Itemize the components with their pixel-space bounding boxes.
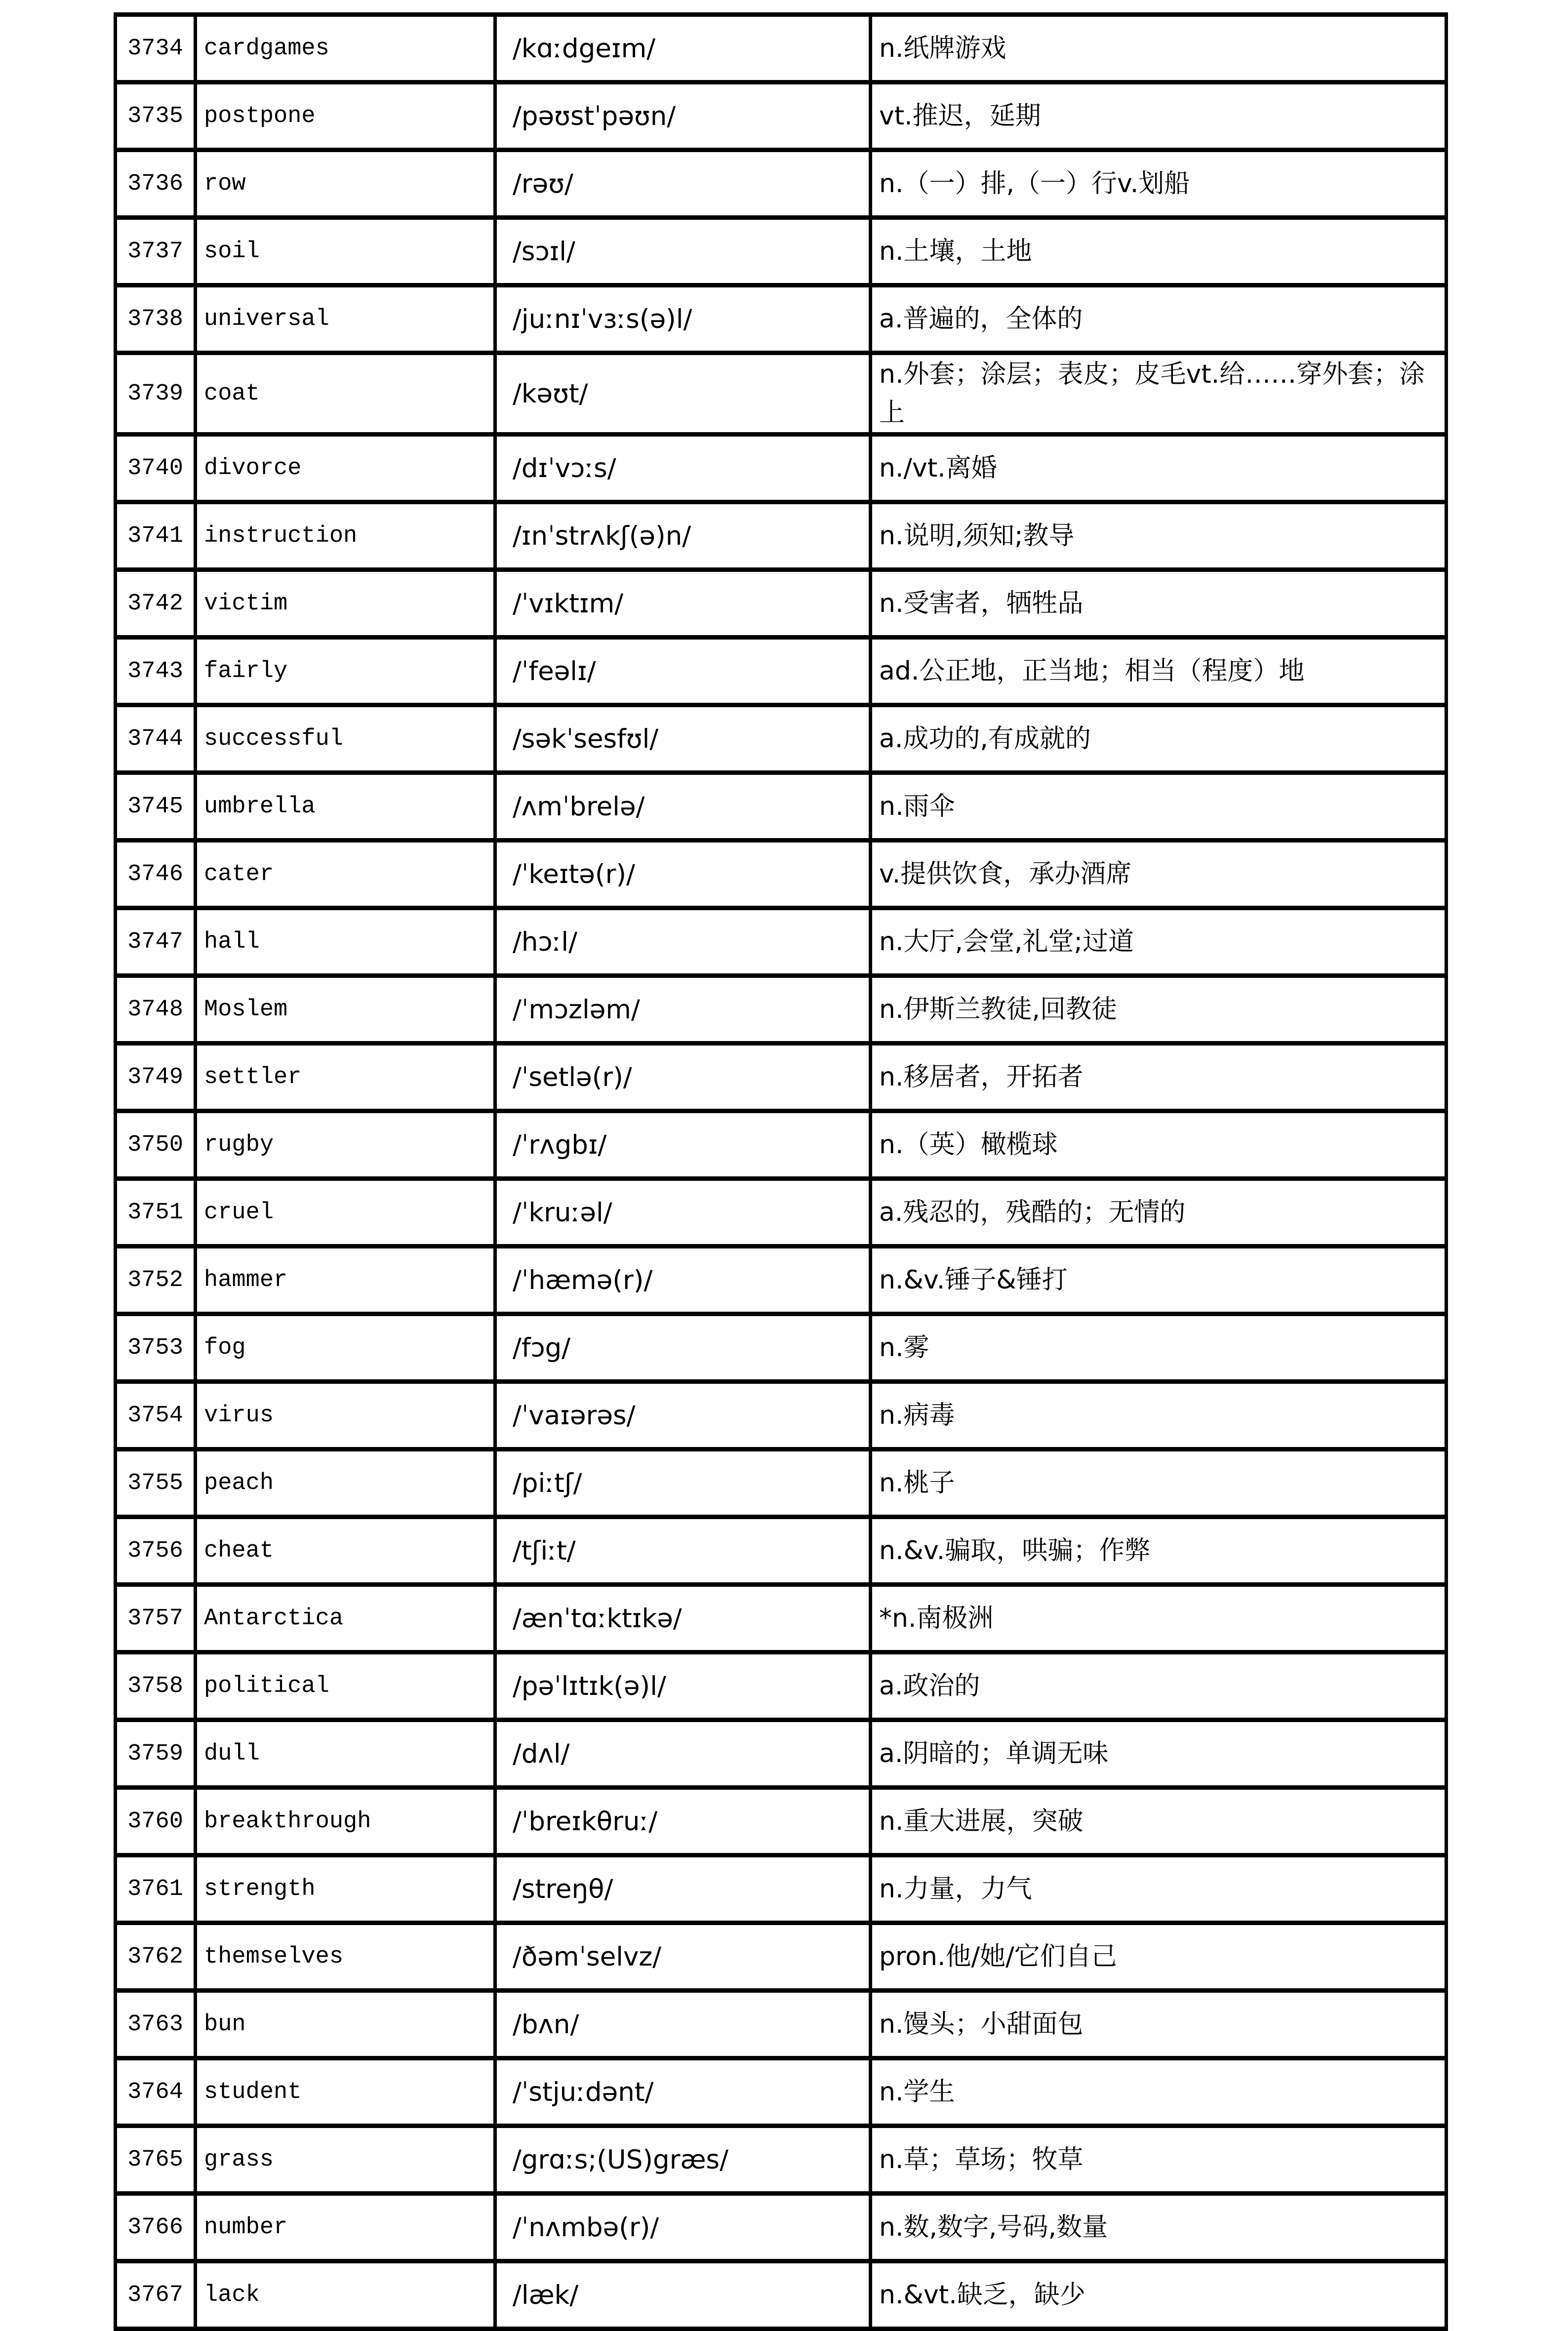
chinese-definition: n.数,数字,号码,数量	[871, 2194, 1447, 2261]
table-row	[116, 2194, 1447, 2261]
chinese-definition: n.馒头；小甜面包	[871, 1991, 1447, 2058]
english-word: dull	[196, 1720, 495, 1788]
word-index: 3754	[116, 1382, 196, 1449]
table-row	[116, 353, 1447, 435]
word-index: 3751	[116, 1179, 196, 1246]
english-word: hammer	[196, 1246, 495, 1314]
english-word: strength	[196, 1855, 495, 1923]
table-row	[116, 1111, 1447, 1179]
word-index: 3750	[116, 1111, 196, 1179]
word-index: 3759	[116, 1720, 196, 1788]
chinese-definition: a.政治的	[871, 1652, 1447, 1720]
table-row	[116, 1652, 1447, 1720]
english-word: lack	[196, 2261, 495, 2329]
word-index: 3740	[116, 435, 196, 502]
phonetic-transcription: /pəʊstˈpəʊn/	[495, 82, 871, 150]
phonetic-transcription: /rəʊ/	[495, 150, 871, 218]
phonetic-transcription: /ˈnʌmbə(r)/	[495, 2194, 871, 2261]
table-row	[116, 773, 1447, 841]
chinese-definition: ad.公正地，正当地；相当（程度）地	[871, 638, 1447, 705]
phonetic-transcription: /juːnɪˈvɜːs(ə)l/	[495, 285, 871, 353]
chinese-definition: n.受害者，牺牲品	[871, 570, 1447, 638]
chinese-definition: n./vt.离婚	[871, 435, 1447, 502]
table-row	[116, 2261, 1447, 2329]
chinese-definition: n.（一）排,（一）行v.划船	[871, 150, 1447, 218]
english-word: settler	[196, 1044, 495, 1111]
word-index: 3766	[116, 2194, 196, 2261]
table-row	[116, 150, 1447, 218]
phonetic-transcription: /ˈstjuːdənt/	[495, 2058, 871, 2126]
english-word: successful	[196, 705, 495, 773]
english-word: soil	[196, 218, 495, 285]
english-word: instruction	[196, 502, 495, 570]
english-word: number	[196, 2194, 495, 2261]
phonetic-transcription: /streŋθ/	[495, 1855, 871, 1923]
word-index: 3738	[116, 285, 196, 353]
english-word: universal	[196, 285, 495, 353]
word-index: 3735	[116, 82, 196, 150]
chinese-definition: a.残忍的，残酷的；无情的	[871, 1179, 1447, 1246]
phonetic-transcription: /piːtʃ/	[495, 1449, 871, 1517]
english-word: Antarctica	[196, 1585, 495, 1652]
phonetic-transcription: /ˈrʌgbɪ/	[495, 1111, 871, 1179]
chinese-definition: vt.推迟，延期	[871, 82, 1447, 150]
word-index: 3767	[116, 2261, 196, 2329]
english-word: rugby	[196, 1111, 495, 1179]
chinese-definition: v.提供饮食，承办酒席	[871, 841, 1447, 908]
chinese-definition: n.说明,须知;教导	[871, 502, 1447, 570]
word-index: 3764	[116, 2058, 196, 2126]
table-row	[116, 435, 1447, 502]
phonetic-transcription: /ˈbreɪkθruː/	[495, 1788, 871, 1855]
chinese-definition: n.病毒	[871, 1382, 1447, 1449]
word-index: 3742	[116, 570, 196, 638]
phonetic-transcription: /pəˈlɪtɪk(ə)l/	[495, 1652, 871, 1720]
chinese-definition: a.成功的,有成就的	[871, 705, 1447, 773]
table-row	[116, 2126, 1447, 2194]
chinese-definition: n.&v.锤子&锤打	[871, 1246, 1447, 1314]
word-index: 3734	[116, 15, 196, 82]
word-index: 3739	[116, 353, 196, 435]
table-row	[116, 1246, 1447, 1314]
table-row	[116, 2058, 1447, 2126]
phonetic-transcription: /bʌn/	[495, 1991, 871, 2058]
word-index: 3765	[116, 2126, 196, 2194]
chinese-definition: pron.他/她/它们自己	[871, 1923, 1447, 1991]
phonetic-transcription: /grɑːs;(US)græs/	[495, 2126, 871, 2194]
table-row	[116, 1314, 1447, 1382]
english-word: cruel	[196, 1179, 495, 1246]
english-word: Moslem	[196, 976, 495, 1044]
table-row	[116, 1991, 1447, 2058]
chinese-definition: n.桃子	[871, 1449, 1447, 1517]
word-index: 3756	[116, 1517, 196, 1585]
table-row	[116, 1720, 1447, 1788]
word-index: 3761	[116, 1855, 196, 1923]
word-index: 3737	[116, 218, 196, 285]
chinese-definition: n.纸牌游戏	[871, 15, 1447, 82]
phonetic-transcription: /ˈkeɪtə(r)/	[495, 841, 871, 908]
word-index: 3746	[116, 841, 196, 908]
chinese-definition: n.&vt.缺乏，缺少	[871, 2261, 1447, 2329]
word-index: 3741	[116, 502, 196, 570]
phonetic-transcription: /sɔɪl/	[495, 218, 871, 285]
word-index: 3736	[116, 150, 196, 218]
table-row	[116, 1382, 1447, 1449]
table-row	[116, 1585, 1447, 1652]
english-word: cardgames	[196, 15, 495, 82]
chinese-definition: n.移居者，开拓者	[871, 1044, 1447, 1111]
table-row	[116, 976, 1447, 1044]
word-index: 3757	[116, 1585, 196, 1652]
english-word: coat	[196, 353, 495, 435]
english-word: breakthrough	[196, 1788, 495, 1855]
phonetic-transcription: /ˈvaɪərəs/	[495, 1382, 871, 1449]
word-index: 3745	[116, 773, 196, 841]
phonetic-transcription: /læk/	[495, 2261, 871, 2329]
chinese-definition: n.重大进展，突破	[871, 1788, 1447, 1855]
phonetic-transcription: /ˈfeəlɪ/	[495, 638, 871, 705]
chinese-definition: n.学生	[871, 2058, 1447, 2126]
chinese-definition: n.大厅,会堂,礼堂;过道	[871, 908, 1447, 976]
english-word: grass	[196, 2126, 495, 2194]
word-index: 3743	[116, 638, 196, 705]
table-row	[116, 1517, 1447, 1585]
table-row	[116, 502, 1447, 570]
chinese-definition: n.（英）橄榄球	[871, 1111, 1447, 1179]
english-word: cheat	[196, 1517, 495, 1585]
phonetic-transcription: /ʌmˈbrelə/	[495, 773, 871, 841]
chinese-definition: n.草；草场；牧草	[871, 2126, 1447, 2194]
phonetic-transcription: /ˈvɪktɪm/	[495, 570, 871, 638]
phonetic-transcription: /fɔg/	[495, 1314, 871, 1382]
english-word: postpone	[196, 82, 495, 150]
table-row	[116, 908, 1447, 976]
table-row	[116, 638, 1447, 705]
phonetic-transcription: /kəʊt/	[495, 353, 871, 435]
word-index: 3758	[116, 1652, 196, 1720]
vocabulary-table	[114, 12, 1448, 2331]
table-row	[116, 705, 1447, 773]
chinese-definition: n.伊斯兰教徒,回教徒	[871, 976, 1447, 1044]
table-row	[116, 1449, 1447, 1517]
english-word: political	[196, 1652, 495, 1720]
english-word: student	[196, 2058, 495, 2126]
table-row	[116, 82, 1447, 150]
chinese-definition: n.土壤，土地	[871, 218, 1447, 285]
table-row	[116, 570, 1447, 638]
table-row	[116, 218, 1447, 285]
chinese-definition: n.力量，力气	[871, 1855, 1447, 1923]
phonetic-transcription: /dɪˈvɔːs/	[495, 435, 871, 502]
word-index: 3760	[116, 1788, 196, 1855]
table-row	[116, 285, 1447, 353]
english-word: peach	[196, 1449, 495, 1517]
table-row	[116, 841, 1447, 908]
english-word: cater	[196, 841, 495, 908]
vocabulary-table-body	[116, 15, 1447, 2329]
table-row	[116, 1923, 1447, 1991]
english-word: fog	[196, 1314, 495, 1382]
table-row	[116, 15, 1447, 82]
english-word: fairly	[196, 638, 495, 705]
chinese-definition: n.&v.骗取，哄骗；作弊	[871, 1517, 1447, 1585]
english-word: hall	[196, 908, 495, 976]
table-row	[116, 1179, 1447, 1246]
phonetic-transcription: /ðəmˈselvz/	[495, 1923, 871, 1991]
word-index: 3748	[116, 976, 196, 1044]
table-row	[116, 1044, 1447, 1111]
word-index: 3762	[116, 1923, 196, 1991]
english-word: bun	[196, 1991, 495, 2058]
word-index: 3752	[116, 1246, 196, 1314]
english-word: divorce	[196, 435, 495, 502]
chinese-definition: *n.南极洲	[871, 1585, 1447, 1652]
word-index: 3755	[116, 1449, 196, 1517]
phonetic-transcription: /ˈkruːəl/	[495, 1179, 871, 1246]
phonetic-transcription: /hɔːl/	[495, 908, 871, 976]
phonetic-transcription: /ˈsetlə(r)/	[495, 1044, 871, 1111]
word-index: 3753	[116, 1314, 196, 1382]
chinese-definition: a.阴暗的；单调无味	[871, 1720, 1447, 1788]
english-word: themselves	[196, 1923, 495, 1991]
phonetic-transcription: /ɪnˈstrʌkʃ(ə)n/	[495, 502, 871, 570]
phonetic-transcription: /tʃiːt/	[495, 1517, 871, 1585]
table-row	[116, 1855, 1447, 1923]
english-word: umbrella	[196, 773, 495, 841]
english-word: row	[196, 150, 495, 218]
word-index: 3763	[116, 1991, 196, 2058]
chinese-definition: a.普遍的，全体的	[871, 285, 1447, 353]
english-word: victim	[196, 570, 495, 638]
phonetic-transcription: /ˈhæmə(r)/	[495, 1246, 871, 1314]
word-index: 3747	[116, 908, 196, 976]
word-index: 3749	[116, 1044, 196, 1111]
english-word: virus	[196, 1382, 495, 1449]
chinese-definition: n.外套；涂层；表皮；皮毛vt.给……穿外套；涂上	[871, 353, 1447, 435]
word-index: 3744	[116, 705, 196, 773]
phonetic-transcription: /ænˈtɑːktɪkə/	[495, 1585, 871, 1652]
phonetic-transcription: /ˈmɔzləm/	[495, 976, 871, 1044]
phonetic-transcription: /səkˈsesfʊl/	[495, 705, 871, 773]
phonetic-transcription: /dʌl/	[495, 1720, 871, 1788]
table-row	[116, 1788, 1447, 1855]
phonetic-transcription: /kɑːdgeɪm/	[495, 15, 871, 82]
chinese-definition: n.雨伞	[871, 773, 1447, 841]
chinese-definition: n.雾	[871, 1314, 1447, 1382]
